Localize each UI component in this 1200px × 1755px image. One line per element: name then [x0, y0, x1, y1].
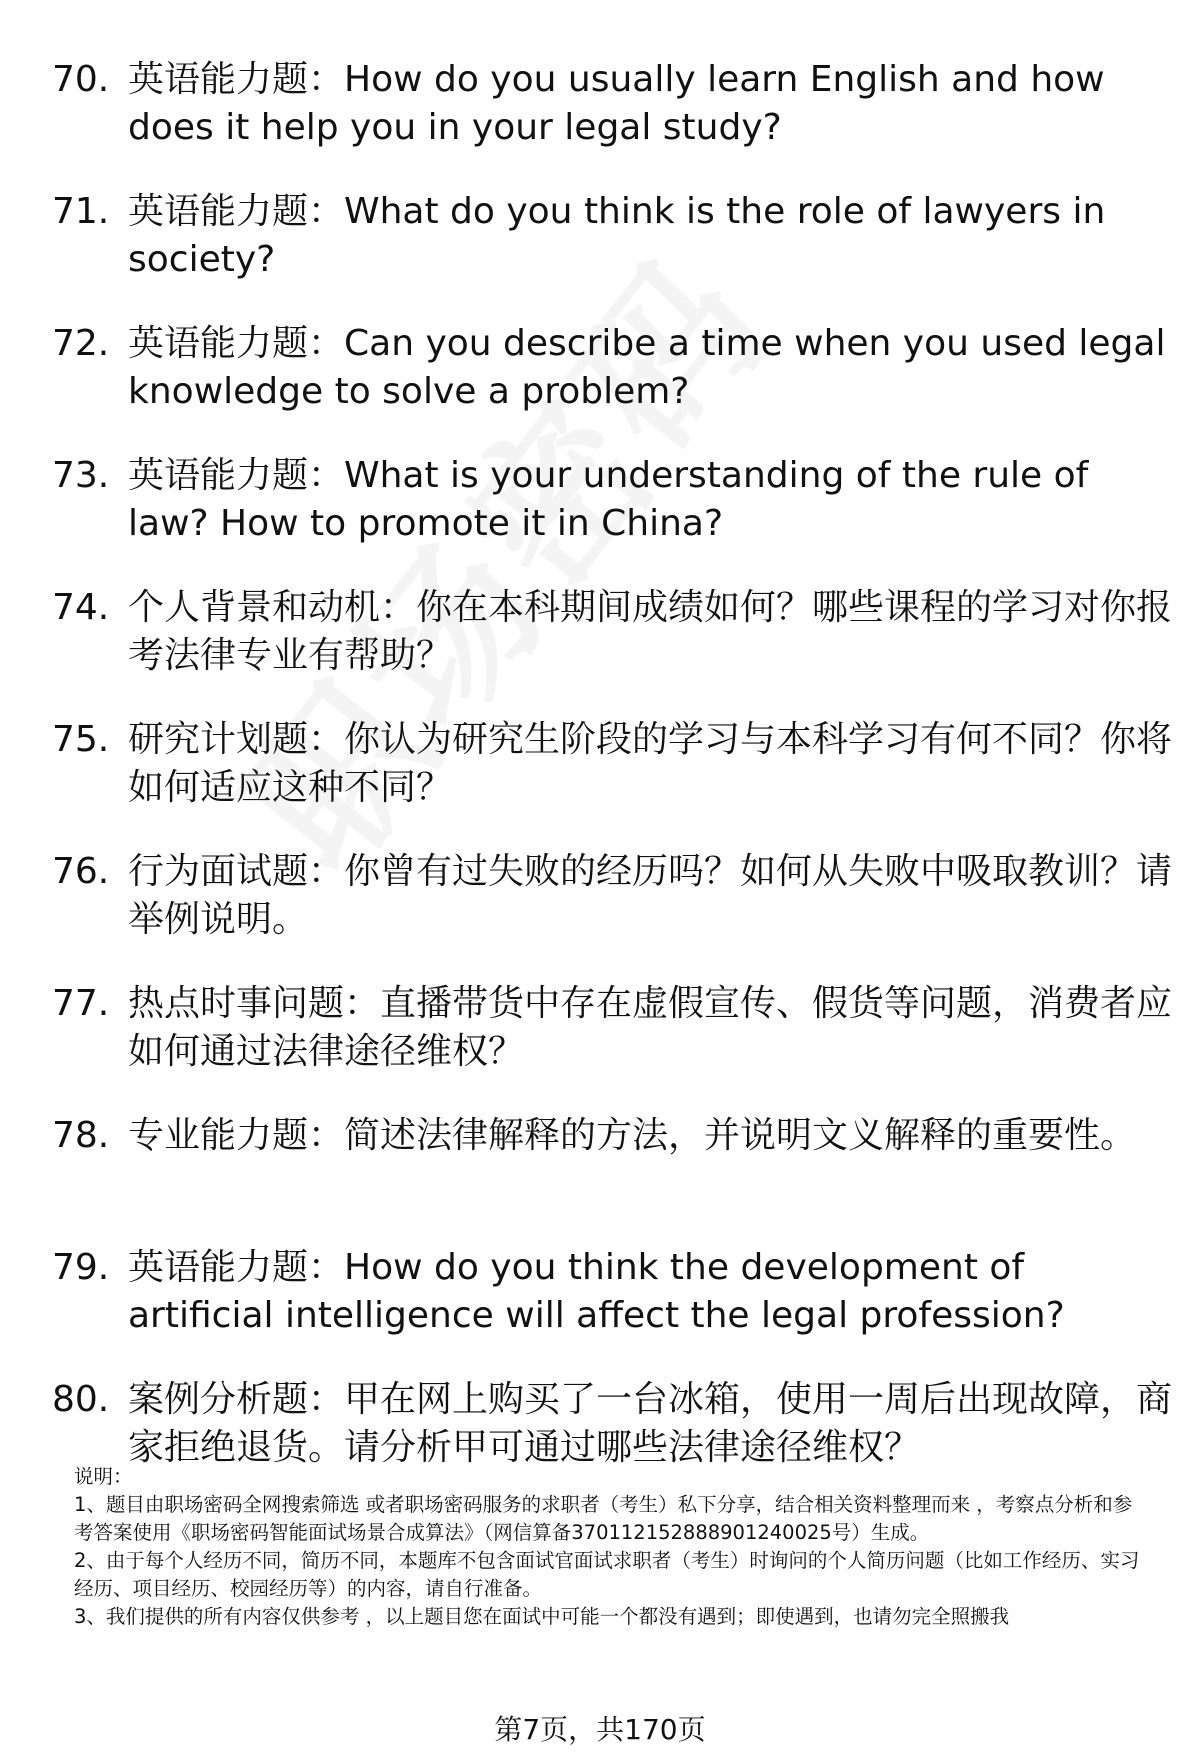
question-text: 英语能力题：Can you describe a time when you used legal knowledge to solve a problem? — [128, 323, 1166, 412]
question-text: 行为面试题：你曾有过失败的经历吗？如何从失败中吸取教训？请举例说明。 — [128, 851, 1173, 940]
question-text: 英语能力题：How do you think the development of artificial intelligence will affect the legal profession? — [128, 1247, 1065, 1336]
question-number: 78. — [52, 1115, 110, 1156]
question-text: 案例分析题：甲在网上购买了一台冰箱，使用一周后出现故障，商家拒绝退货。请分析甲可通过哪些法律途径维权？ — [128, 1379, 1173, 1468]
question-number: 74. — [52, 587, 110, 628]
question-text: 专业能力题：简述法律解释的方法，并说明文义解释的重要性。 — [128, 1115, 1137, 1156]
question-text: 英语能力题：What do you think is the role of lawyers in society? — [128, 191, 1106, 280]
page-footer: 第7页，共170页 — [494, 1713, 706, 1746]
question-number: 77. — [52, 983, 110, 1024]
question-item — [52, 56, 1172, 188]
question-text: 热点时事问题：直播带货中存在虚假宣传、假货等问题，消费者应如何通过法律途径维权？ — [128, 983, 1173, 1072]
question-number: 79. — [52, 1247, 110, 1288]
question-text: 英语能力题：How do you usually learn English and how does it help you in your legal study? — [128, 59, 1105, 148]
question-item — [52, 848, 1172, 980]
note-item: 2、由于每个人经历不同，简历不同，本题库不包含面试官面试求职者（考生）时询问的个人简历问题（比如工作经历、实习经历、项目经历、校园经历等）的内容，请自行准备。 — [74, 1549, 1140, 1600]
question-number: 80. — [52, 1379, 110, 1420]
question-text: 研究计划题：你认为研究生阶段的学习与本科学习有何不同？你将如何适应这种不同？ — [128, 719, 1173, 808]
question-number: 72. — [52, 323, 110, 364]
question-number: 71. — [52, 191, 110, 232]
notes-section — [74, 1463, 1150, 1631]
question-item — [52, 716, 1172, 848]
notes-heading: 说明： — [74, 1465, 133, 1488]
note-item: 3、我们提供的所有内容仅供参考 ，以上题目您在面试中可能一个都没有遇到；即使遇到，也请勿完全照搬我 — [74, 1605, 1010, 1628]
question-number: 75. — [52, 719, 110, 760]
question-item — [52, 1244, 1172, 1376]
question-item — [52, 980, 1172, 1112]
question-number: 76. — [52, 851, 110, 892]
question-text: 英语能力题：What is your understanding of the rule of law? How to promote it in China? — [128, 455, 1089, 544]
question-item — [52, 584, 1172, 716]
question-item — [52, 188, 1172, 320]
question-number: 70. — [52, 59, 110, 100]
question-number: 73. — [52, 455, 110, 496]
question-item — [52, 320, 1172, 452]
question-text: 个人背景和动机：你在本科期间成绩如何？哪些课程的学习对你报考法律专业有帮助？ — [128, 587, 1173, 676]
question-item — [52, 1112, 1172, 1244]
note-item: 1、题目由职场密码全网搜索筛选 或者职场密码服务的求职者（考生）私下分享，结合相关资料整理而来 ，考察点分析和参考答案使用《职场密码智能面试场景合成算法》（网信算备370112152888901240025号）生成。 — [74, 1493, 1133, 1544]
question-item — [52, 452, 1172, 584]
question-list — [52, 56, 1172, 1508]
